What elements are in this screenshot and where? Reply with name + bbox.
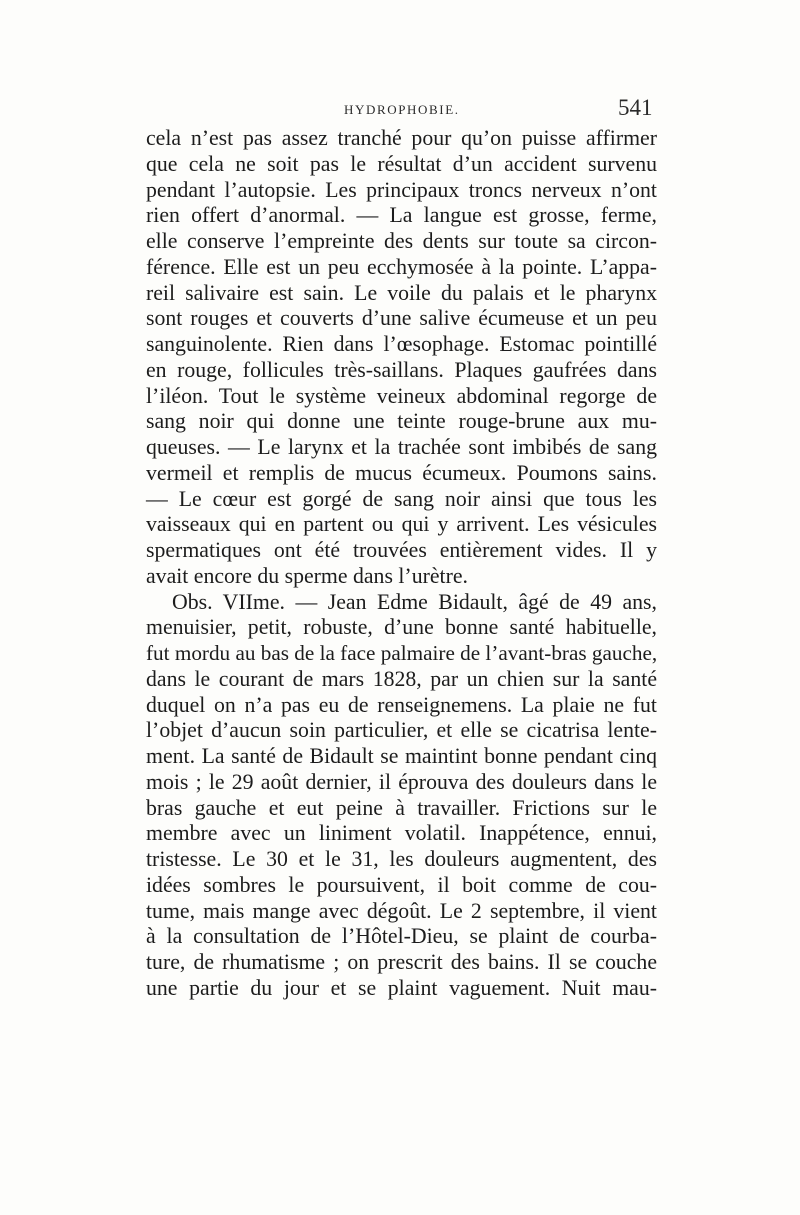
text-line: sang noir qui donne une teinte rouge-brune aux mu- [146,409,657,434]
text-line: une partie du jour et se plaint vaguement. Nuit mau- [146,975,657,1000]
text-line: membre avec un liniment volatil. Inappétence, ennui, [146,821,657,846]
text-line: idées sombres le poursuivent, il boit comme de cou- [146,872,657,897]
text-line: à la consultation de l’Hôtel-Dieu, se plaint de courba- [146,924,657,949]
text-line: vaisseaux qui en partent ou qui y arrivent. Les vésicules [146,512,657,537]
text-line: duquel on n’a pas eu de renseignemens. La plaie ne fut [146,692,657,717]
body-text [146,126,657,1002]
text-line: — Le cœur est gorgé de sang noir ainsi que tous les [146,486,657,511]
text-line: l’objet d’aucun soin particulier, et elle se cicatrisa lente- [146,718,657,743]
text-line: tume, mais mange avec dégoût. Le 2 septembre, il vient [146,898,657,923]
running-title: HYDROPHOBIE. [344,102,460,117]
text-line: fut mordu au bas de la face palmaire de l’avant-bras gauche, [146,641,658,665]
text-line: en rouge, follicules très-saillans. Plaques gaufrées dans [146,357,657,382]
text-line: spermatiques ont été trouvées entièrement vides. Il y [146,538,657,562]
text-line: mois ; le 29 août dernier, il éprouva des douleurs dans le [146,769,657,794]
text-line: cela n’est pas assez tranché pour qu’on puisse affirmer [146,126,657,150]
page-number: 541 [618,95,653,120]
text-line: ment. La santé de Bidault se maintint bonne pendant cinq [146,744,657,768]
text-line: férence. Elle est un peu ecchymosée à la pointe. L’appa- [146,254,657,279]
text-line: rien offert d’anormal. — La langue est grosse, ferme, [146,203,657,228]
text-line: sanguinolente. Rien dans l’œsophage. Estomac pointillé [146,332,657,356]
observation-heading-line: Obs. VIIme. — Jean Edme Bidault, âgé de 49 ans, [172,589,657,614]
text-line: elle conserve l’empreinte des dents sur toute sa circon- [146,229,657,253]
text-line: pendant l’autopsie. Les principaux troncs nerveux n’ont [146,177,657,202]
text-line: bras gauche et eut peine à travailler. Frictions sur le [146,795,657,820]
text-line: l’iléon. Tout le système veineux abdominal regorge de [146,383,657,408]
text-line: ture, de rhumatisme ; on prescrit des bains. Il se couche [146,950,657,974]
text-line: queuses. — Le larynx et la trachée sont imbibés de sang [146,435,657,459]
text-line: reil salivaire est sain. Le voile du palais et le pharynx [146,280,657,305]
text-line: tristesse. Le 30 et le 31, les douleurs augmentent, des [146,847,657,871]
text-line: vermeil et remplis de mucus écumeux. Poumons sains. [146,460,657,485]
text-line: que cela ne soit pas le résultat d’un accident survenu [146,151,657,176]
text-line: sont rouges et couverts d’une salive écumeuse et un peu [146,306,657,331]
running-head [0,95,800,122]
text-line: menuisier, petit, robuste, d’une bonne santé habituelle, [146,615,657,640]
paragraph-end-line: avait encore du sperme dans l’urètre. [146,563,468,588]
text-line: dans le courant de mars 1828, par un chien sur la santé [146,666,657,691]
